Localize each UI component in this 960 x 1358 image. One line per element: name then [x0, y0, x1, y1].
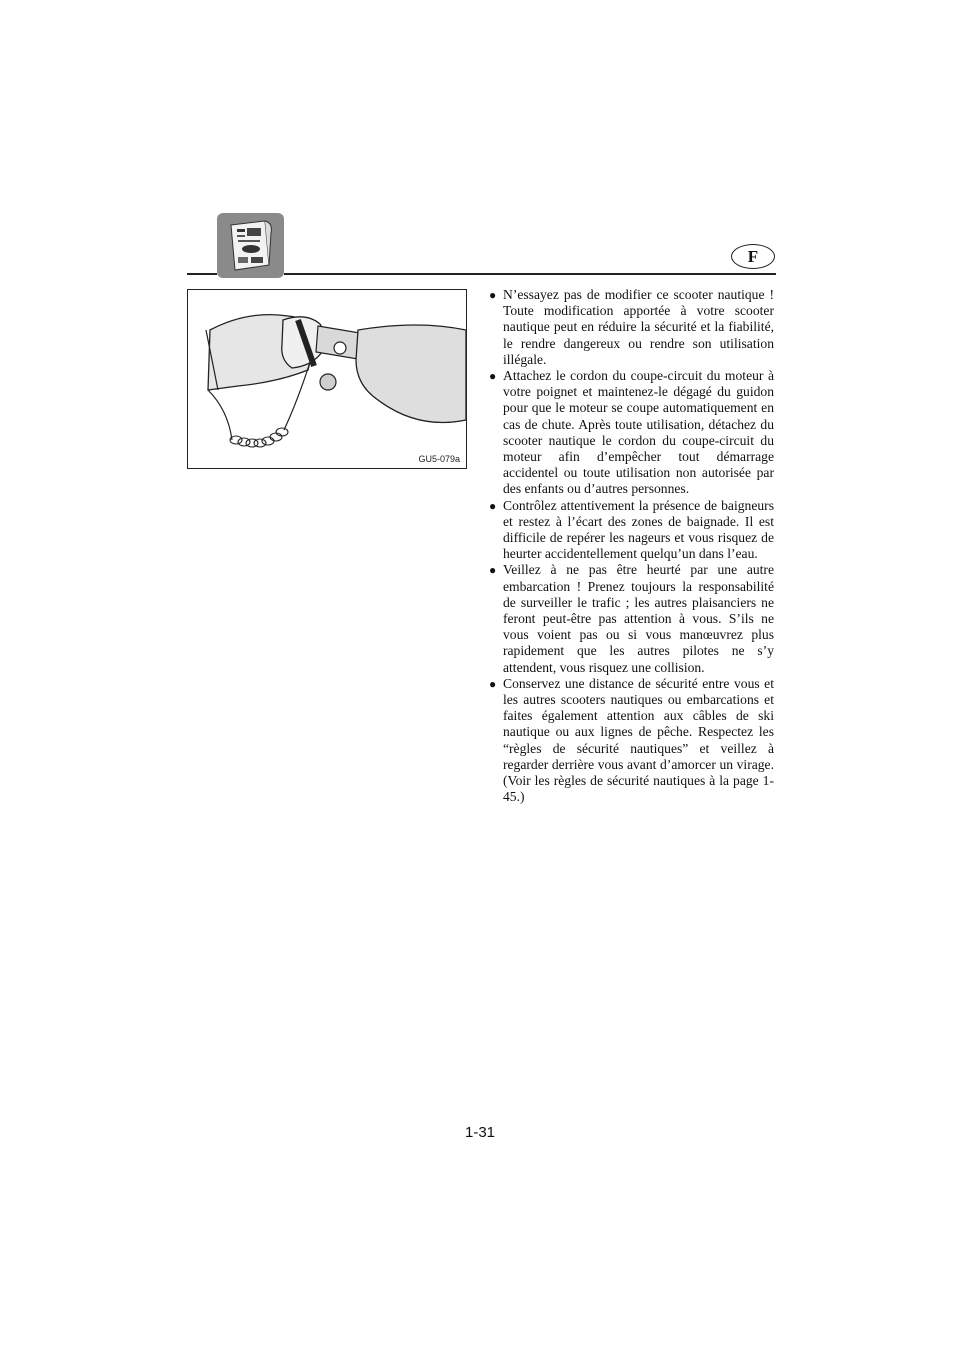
bullet-dot-icon: ● [489, 369, 497, 384]
bullet-dot-icon: ● [489, 498, 497, 513]
header-rule-left [187, 273, 217, 275]
page-number: 1-31 [464, 1124, 496, 1141]
bullet-text: Veillez à ne pas être heurté par une autre embarcation ! Prenez toujours la responsabilité de surveiller le trafic ; les autres plaisanciers ne feront peut-être pas attention à vous. S’ils ne vous voient pas ou si vous manœuvrez plus rapidement que les autres pilotes ne s’y attendent, vous risquez une collision. [503, 562, 774, 675]
illustration-engine-shut-off-cord [187, 289, 467, 469]
figure-code: GU5-079a [418, 454, 460, 464]
header-rule-right [284, 273, 776, 275]
bullet-text: Contrôlez attentivement la présence de baigneurs et restez à l’écart des zones de baignade. Il est difficile de repérer les nageurs et vous risquez de heurter accidentellement quelqu’un dans l’eau. [503, 497, 774, 562]
bullet-text: Attachez le cordon du coupe-circuit du moteur à votre poignet et maintenez-le dégagé du guidon pour que le moteur se coupe automatiquement en cas de chute. Après toute utilisation, détachez du scooter nautique le cordon du coupe-circuit du moteur afin d’empêcher tout démarrage accidentel ou toute utilisation non autorisée par des enfants ou d’autres personnes. [503, 368, 774, 497]
bullet-dot-icon: ● [489, 563, 497, 578]
safety-bullet-list [489, 287, 774, 806]
bullet-item [489, 676, 774, 806]
bullet-item [489, 498, 774, 563]
bullet-dot-icon: ● [489, 676, 497, 691]
language-badge: F [731, 244, 775, 269]
bullet-dot-icon: ● [489, 288, 497, 302]
bullet-item [489, 287, 774, 368]
bullet-text: N’essayez pas de modifier ce scooter nautique ! Toute modification apportée à votre scooter nautique peut en réduire la sécurité et la fiabilité, le rendre dangereux ou rendre son utilisation illégale. [503, 287, 774, 367]
bullet-item [489, 368, 774, 498]
bullet-item [489, 562, 774, 675]
bullet-text: Conservez une distance de sécurité entre vous et les autres scooters nautiques ou embarcations et faites également attention aux câbles de ski nautique ou aux lignes de pêche. Respectez les “règles de sécurité nautiques” et veillez à regarder derrière vous avant d’amorcer un virage. (Voir les règles de sécurité nautiques à la page 1-45.) [503, 675, 774, 805]
owner-manual-icon [217, 213, 284, 278]
